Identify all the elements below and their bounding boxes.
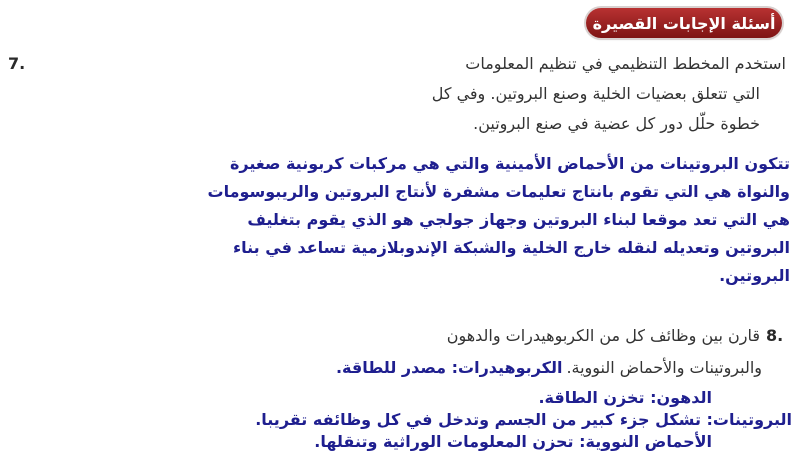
section-title: أسئلة الإجابات القصيرة bbox=[592, 13, 776, 33]
question-line bbox=[8, 54, 792, 84]
question-7 bbox=[8, 54, 792, 84]
answer-8-line-1: الكربوهيدرات: مصدر للطاقة. bbox=[335, 358, 563, 377]
question-7-line-2-row bbox=[8, 84, 792, 114]
question-line bbox=[8, 114, 792, 144]
answer-8-line-2: الدهون: تخزن الطاقة. bbox=[538, 388, 712, 407]
answer-7 bbox=[10, 150, 790, 290]
answer-7-line-5: البروتين. bbox=[719, 266, 790, 285]
question-8-number: 8. bbox=[766, 326, 784, 345]
question-line bbox=[8, 84, 792, 114]
question-8-text-line-1: قارن بين وظائف كل من الكربوهيدرات والدهون bbox=[446, 326, 760, 345]
question-7-line-3-row bbox=[8, 114, 792, 144]
section-title-badge bbox=[586, 8, 782, 38]
question-8-text-line-2: والبروتينات والأحماض النووية. bbox=[566, 358, 762, 377]
question-7-number: 7. bbox=[8, 54, 26, 73]
question-7-text-line-1: استخدم المخطط التنظيمي في تنظيم المعلومات bbox=[465, 54, 786, 73]
answer-8-line-4: الأحماض النووية: تحزن المعلومات الوراثية وتنقلها. bbox=[314, 432, 712, 451]
answer-7-line-2: والنواة هي التي تقوم بانتاج تعليمات مشفرة لأنتاج البروتين والريبوسومات bbox=[207, 182, 790, 201]
answer-7-line-1: تتكون البروتينات من الأحماض الأمينية والتي هي مركبات كربونية صغيرة bbox=[229, 154, 790, 173]
answer-7-line-3: هي التي تعد موقعا لبناء البروتين وجهاز جولجي هو الذي يقوم بتغليف bbox=[247, 210, 790, 229]
question-8-body bbox=[8, 336, 792, 450]
answer-8-line-3: البروتينات: تشكل جزء كبير من الجسم وتدخل في كل وظائفه تقريبا. bbox=[255, 410, 792, 429]
question-7-text-line-3: خطوة حلّل دور كل عضية في صنع البروتين. bbox=[473, 114, 760, 133]
answer-8 bbox=[12, 384, 792, 454]
question-8-line-2-row bbox=[336, 358, 762, 377]
question-7-text-line-2: التي تتعلق بعضيات الخلية وصنع البروتين. وفي كل bbox=[431, 84, 760, 103]
answer-7-line-4: البروتين وتعديله لنقله خارج الخلية والشبكة الإندوبلازمية تساعد في بناء bbox=[232, 238, 790, 257]
